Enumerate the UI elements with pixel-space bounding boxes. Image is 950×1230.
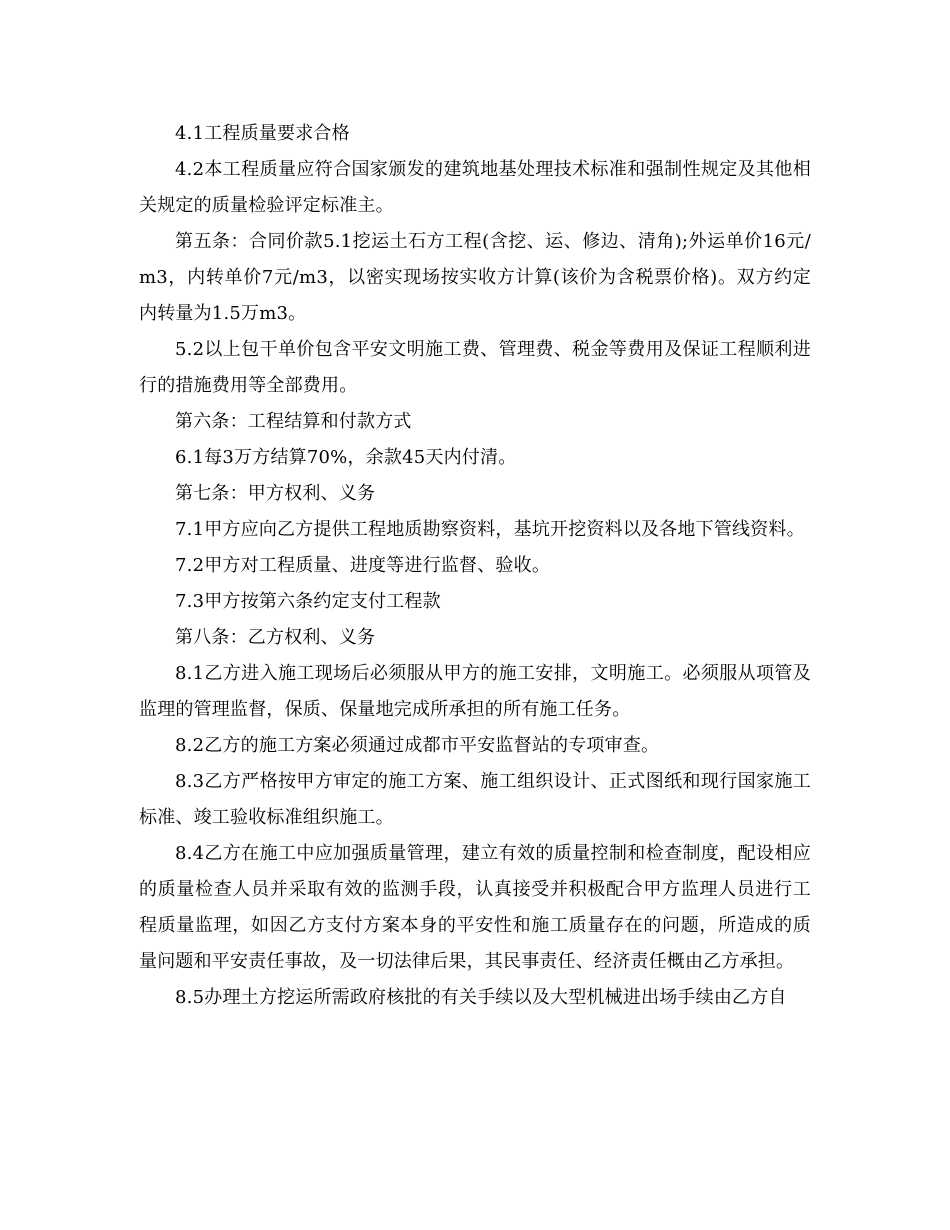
- clause-7-3: 7.3甲方按第六条约定支付工程款: [175, 591, 441, 612]
- clause-8-3: 8.3乙方严格按甲方审定的施工方案、施工组织设计、正式图纸和现行国家施工标准、竣工验收标准组织施工。: [139, 771, 811, 828]
- clause-5-2: 5.2以上包干单价包含平安文明施工费、管理费、税金等费用及保证工程顺利进行的措施费用等全部费用。: [139, 339, 811, 396]
- article-6-heading: 第六条：工程结算和付款方式: [175, 411, 412, 432]
- article-5-contract-price: 第五条：合同价款5.1挖运土石方工程(含挖、运、修边、清角);外运单价16元/m3，内转单价7元/m3，以密实现场按实收方计算(该价为含税票价格)。双方约定内转量为1.5万m3。: [139, 231, 811, 324]
- clause-4-2: 4.2本工程质量应符合国家颁发的建筑地基处理技术标准和强制性规定及其他相关规定的质量检验评定标准主。: [139, 159, 811, 216]
- clause-6-1: 6.1每3万方结算70%，余款45天内付清。: [175, 447, 517, 468]
- clause-8-4: 8.4乙方在施工中应加强质量管理，建立有效的质量控制和检查制度，配设相应的质量检查人员并采取有效的监测手段，认真接受并积极配合甲方监理人员进行工程质量监理，如因乙方支付方案本身的平安性和施工质量存在的问题，所造成的质量问题和平安责任事故，及一切法律后果，其民事责任、经济责任概由乙方承担。: [139, 843, 811, 972]
- article-8-heading: 第八条：乙方权利、义务: [175, 627, 376, 648]
- clause-8-5: 8.5办理土方挖运所需政府核批的有关手续以及大型机械进出场手续由乙方自: [175, 987, 787, 1008]
- clause-4-1: 4.1工程质量要求合格: [175, 123, 350, 144]
- clause-7-2: 7.2甲方对工程质量、进度等进行监督、验收。: [175, 555, 551, 576]
- article-7-heading: 第七条：甲方权利、义务: [175, 483, 376, 504]
- document-body: [139, 116, 811, 1016]
- clause-7-1: 7.1甲方应向乙方提供工程地质勘察资料，基坑开挖资料以及各地下管线资料。: [175, 519, 805, 540]
- clause-8-1: 8.1乙方进入施工现场后必须服从甲方的施工安排，文明施工。必须服从项管及监理的管理监督，保质、保量地完成所承担的所有施工任务。: [139, 663, 811, 720]
- clause-8-2: 8.2乙方的施工方案必须通过成都市平安监督站的专项审查。: [175, 735, 660, 756]
